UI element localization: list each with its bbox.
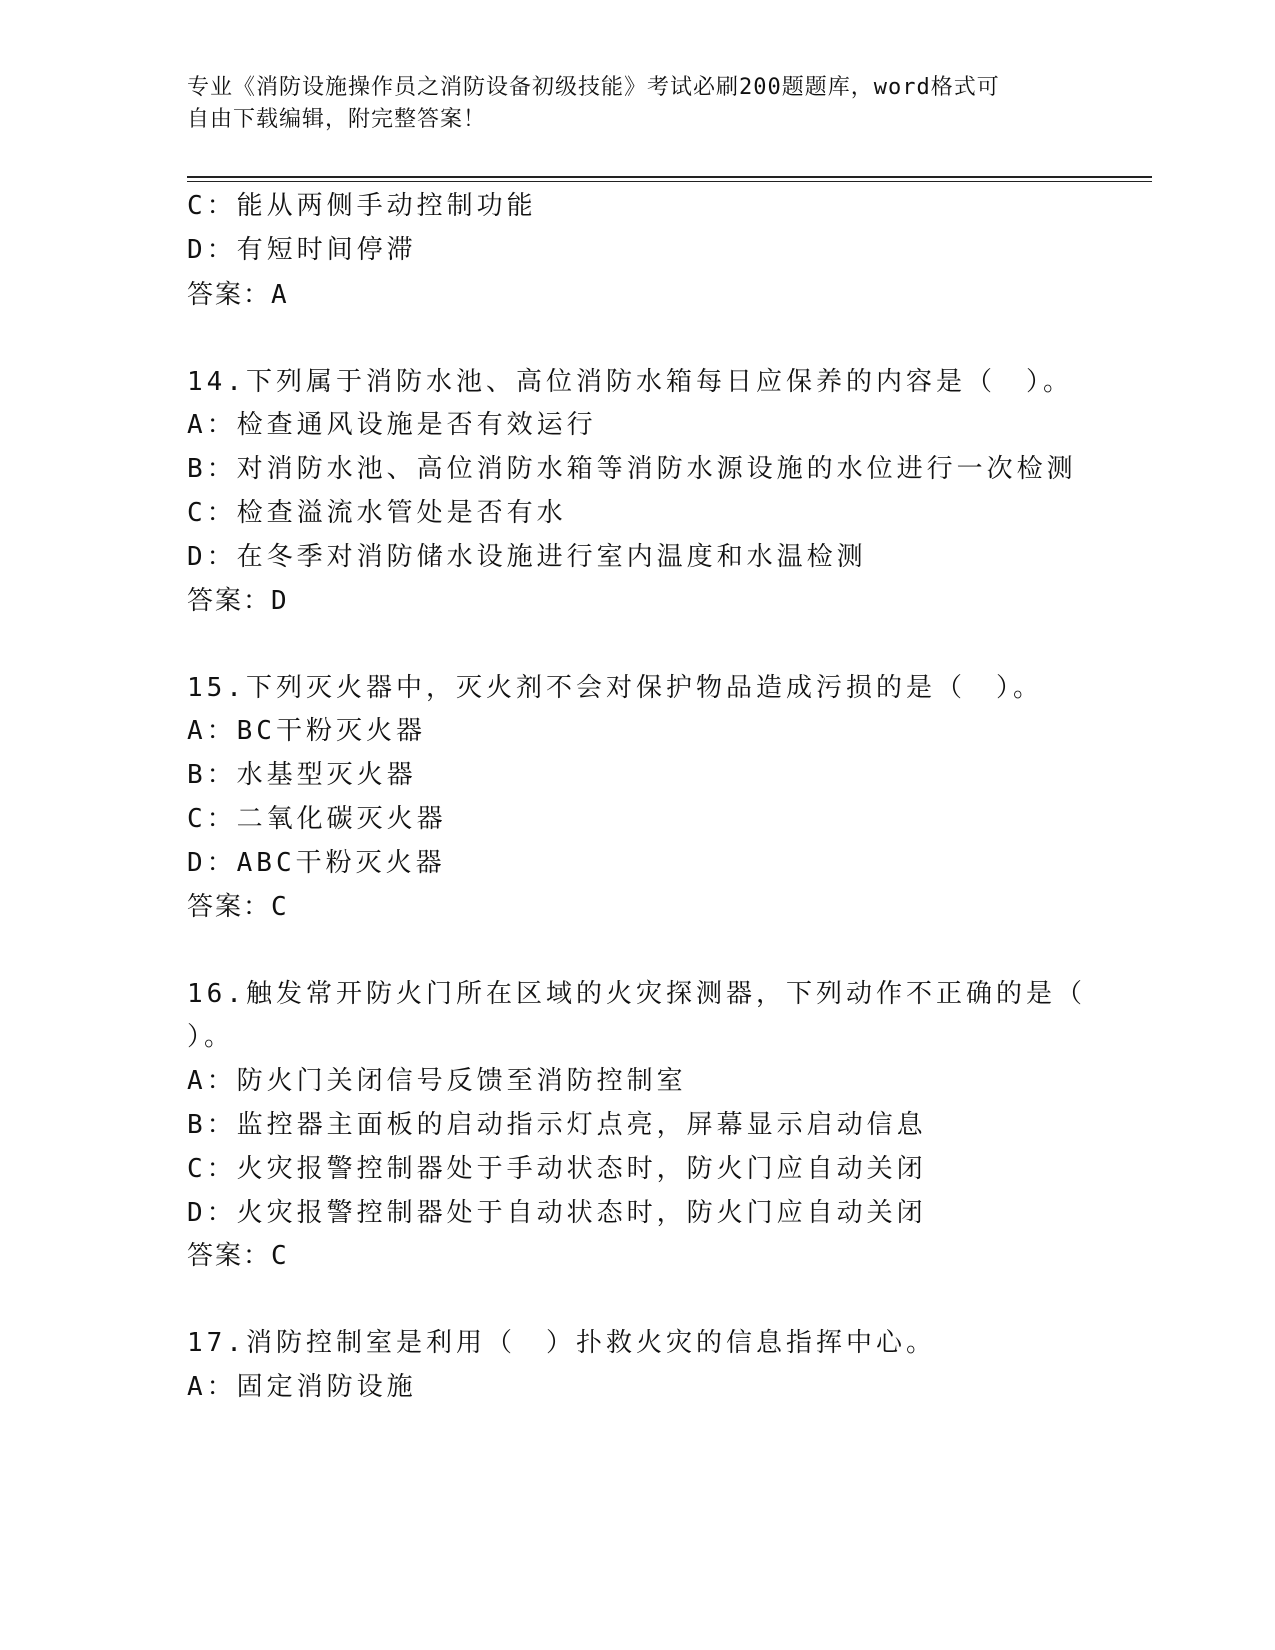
q16-answer: 答案：C: [187, 1241, 289, 1271]
q14-question: 14.下列属于消防水池、高位消防水箱每日应保养的内容是（ ）。: [187, 367, 1073, 397]
q16-option-d: D：火灾报警控制器处于自动状态时，防火门应自动关闭: [187, 1198, 927, 1228]
q16-option-b: B：监控器主面板的启动指示灯点亮，屏幕显示启动信息: [187, 1110, 927, 1140]
q14-option-b: B：对消防水池、高位消防水箱等消防水源设施的水位进行一次检测: [187, 454, 1077, 484]
q16-question-line-2: ）。: [187, 1022, 235, 1052]
q15-option-d: D：ABC干粉灭火器: [187, 848, 446, 878]
q13-option-d: D：有短时间停滞: [187, 235, 417, 265]
q14-answer: 答案：D: [187, 586, 289, 616]
q17-option-a: A：固定消防设施: [187, 1372, 417, 1402]
header-title-line-1: 专业《消防设施操作员之消防设备初级技能》考试必刷200题题库，word格式可: [187, 75, 1000, 100]
q15-question: 15.下列灭火器中，灭火剂不会对保护物品造成污损的是（ ）。: [187, 673, 1043, 703]
q14-option-a: A：检查通风设施是否有效运行: [187, 410, 597, 440]
q15-answer: 答案：C: [187, 892, 289, 922]
q16-option-a: A：防火门关闭信号反馈至消防控制室: [187, 1066, 687, 1096]
q13-option-c: C：能从两侧手动控制功能: [187, 191, 537, 221]
page-header: [187, 72, 1087, 136]
q17-question: 17.消防控制室是利用（ ）扑救火灾的信息指挥中心。: [187, 1328, 936, 1358]
q16-question-line-1: 16.触发常开防火门所在区域的火灾探测器，下列动作不正确的是（: [187, 979, 1086, 1009]
header-divider-thick: [187, 176, 1152, 178]
header-title-line-2: 自由下载编辑，附完整答案！: [187, 107, 487, 132]
header-divider-thin: [187, 181, 1152, 182]
q15-option-b: B：水基型灭火器: [187, 760, 417, 790]
q15-option-c: C：二氧化碳灭火器: [187, 804, 447, 834]
q14-option-c: C：检查溢流水管处是否有水: [187, 498, 567, 528]
q13-answer: 答案：A: [187, 280, 289, 310]
q16-option-c: C：火灾报警控制器处于手动状态时，防火门应自动关闭: [187, 1154, 927, 1184]
q15-option-a: A：BC干粉灭火器: [187, 716, 426, 746]
q14-option-d: D：在冬季对消防储水设施进行室内温度和水温检测: [187, 542, 867, 572]
